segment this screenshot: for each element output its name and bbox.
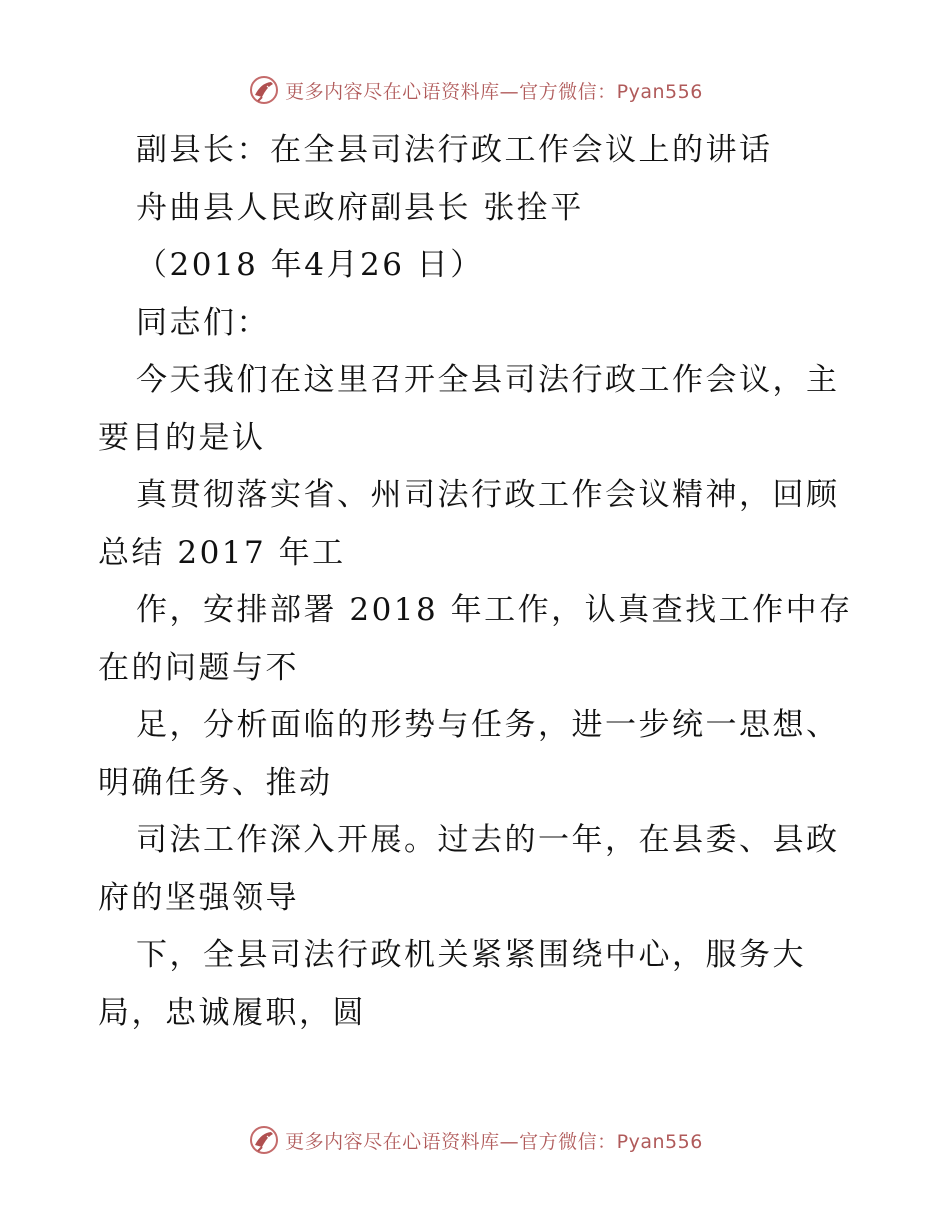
body-line: 府的坚强领导 xyxy=(98,879,299,916)
watermark-text: 更多内容尽在心语资料库—官方微信：Pyan556 xyxy=(285,80,703,103)
pen-logo-icon xyxy=(247,1123,281,1157)
body-line: 真贯彻落实省、州司法行政工作会议精神，回顾 xyxy=(136,477,840,513)
body-line: 总结 2017 年工 xyxy=(98,534,346,571)
body-line: 要目的是认 xyxy=(98,419,266,456)
body-line: 局，忠诚履职，圆 xyxy=(98,994,366,1031)
bottom-watermark-banner xyxy=(0,1120,950,1160)
body-line: 作，安排部署 2018 年工作，认真查找工作中存 xyxy=(136,592,853,628)
date-line: （2018 年4月26 日） xyxy=(136,247,484,283)
watermark-text: 更多内容尽在心语资料库—官方微信：Pyan556 xyxy=(285,1130,703,1153)
document-title: 副县长：在全县司法行政工作会议上的讲话 xyxy=(136,132,773,168)
pen-logo-icon xyxy=(247,73,281,107)
speaker-line: 舟曲县人民政府副县长 张拴平 xyxy=(136,189,584,226)
document-body xyxy=(98,122,858,1042)
salutation: 同志们： xyxy=(136,304,270,341)
body-line: 下，全县司法行政机关紧紧围绕中心，服务大 xyxy=(136,937,806,973)
body-line: 足，分析面临的形势与任务，进一步统一思想、 xyxy=(136,707,840,743)
body-line: 今天我们在这里召开全县司法行政工作会议，主 xyxy=(136,362,840,398)
top-watermark-banner xyxy=(0,70,950,110)
body-line: 明确任务、推动 xyxy=(98,764,333,801)
body-line: 司法工作深入开展。过去的一年，在县委、县政 xyxy=(136,822,840,858)
body-line: 在的问题与不 xyxy=(98,649,299,686)
